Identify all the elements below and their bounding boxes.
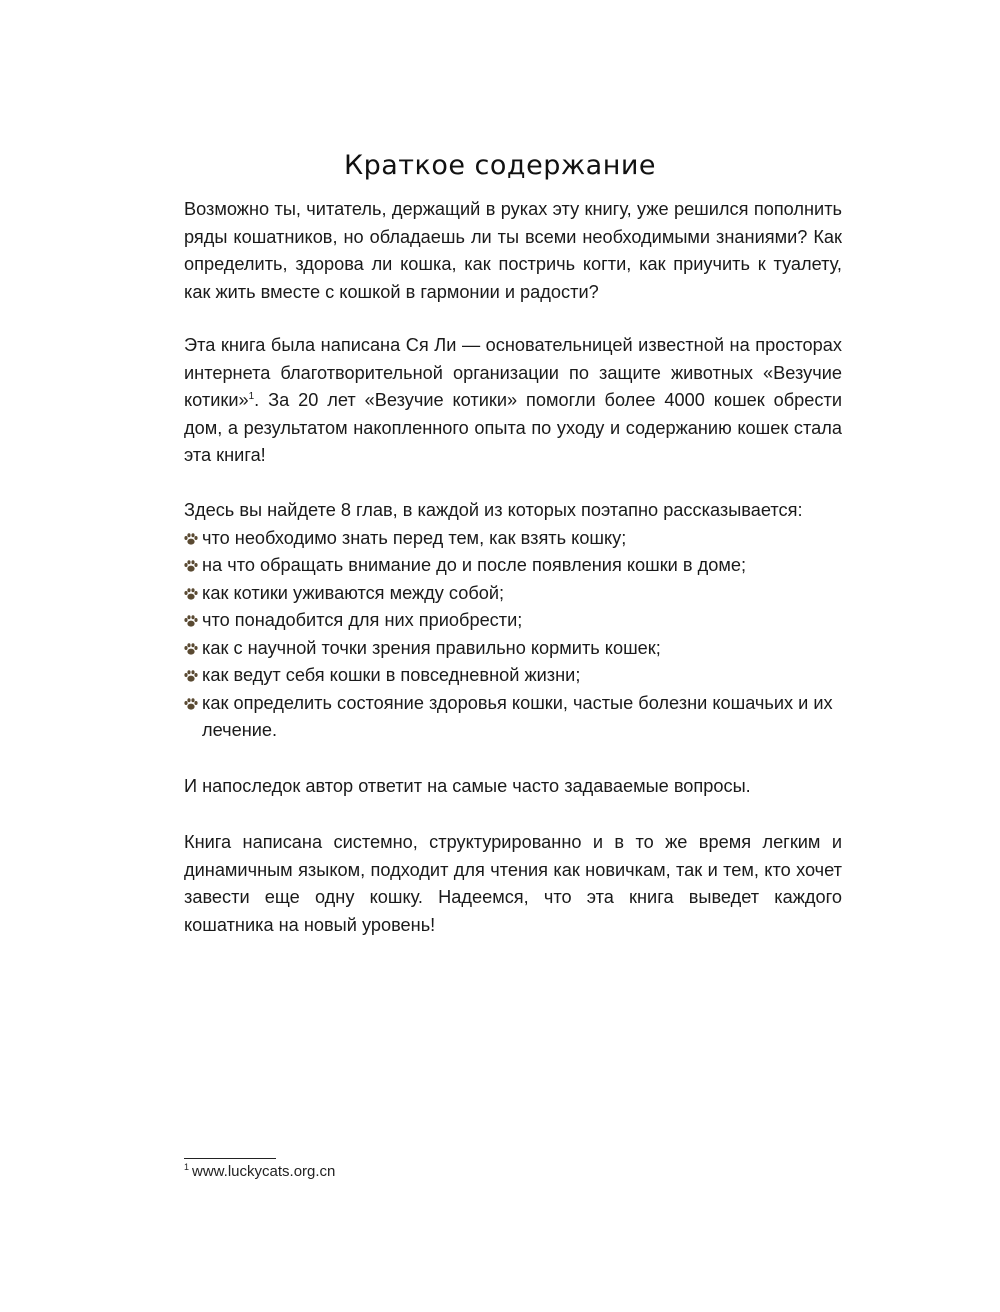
footnote-reference: 1 (248, 390, 255, 402)
paw-icon (184, 533, 198, 545)
author-text: Эта книга была написана Ся Ли — основательницей известной на просторах интернета благотворительной организации по защите животных «Везучие котики» (184, 335, 842, 410)
paw-icon (184, 588, 198, 600)
list-item: что необходимо знать перед тем, как взять кошку; (184, 525, 842, 553)
page-title: Краткое содержание (343, 150, 657, 182)
footnote-mark: 1 (184, 1162, 190, 1172)
list-item: как ведут себя кошки в повседневной жизни; (184, 662, 842, 690)
list-item: на что обращать внимание до и после появления кошки в доме; (184, 552, 842, 580)
footnote-divider (184, 1158, 276, 1159)
faq-paragraph: И напоследок автор ответит на самые часто задаваемые вопросы. (184, 776, 751, 796)
chapters-section (184, 497, 842, 745)
paw-icon (184, 698, 198, 710)
list-item: как определить состояние здоровья кошки, частые болезни кошачьих и их лечение. (184, 690, 842, 745)
closing-paragraph: Книга написана системно, структурированно и в то же время легким и динамичным языком, подходит для чтения как новичкам, так и тем, кто хочет завести еще одну кошку. Надеемся, что эта книга выведет каждого кошатника на новый уровень! (184, 832, 842, 935)
chapters-intro: Здесь вы найдете 8 глав, в каждой из которых поэтапно рассказывается: (184, 500, 803, 520)
footnote-url: www.luckycats.org.cn (192, 1163, 336, 1180)
chapters-list (184, 525, 842, 745)
author-text-continued: . За 20 лет «Везучие котики» помогли более 4000 кошек обрести дом, а результатом накопленного опыта по уходу и содержанию кошек стала эта книга! (184, 390, 842, 465)
paw-icon (184, 643, 198, 655)
paw-icon (184, 615, 198, 627)
paw-icon (184, 670, 198, 682)
list-item: как с научной точки зрения правильно кормить кошек; (184, 635, 842, 663)
list-item: как котики уживаются между собой; (184, 580, 842, 608)
footnote (184, 1163, 335, 1180)
intro-paragraph: Возможно ты, читатель, держащий в руках эту книгу, уже решился пополнить ряды кошатников, но обладаешь ли ты всеми необходимыми знаниями? Как определить, здорова ли кошка, как постричь когти, как приучить к туалету, как жить вместе с кошкой в гармонии и радости? (184, 199, 842, 302)
paw-icon (184, 560, 198, 572)
list-item: что понадобится для них приобрести; (184, 607, 842, 635)
author-paragraph (184, 332, 842, 470)
